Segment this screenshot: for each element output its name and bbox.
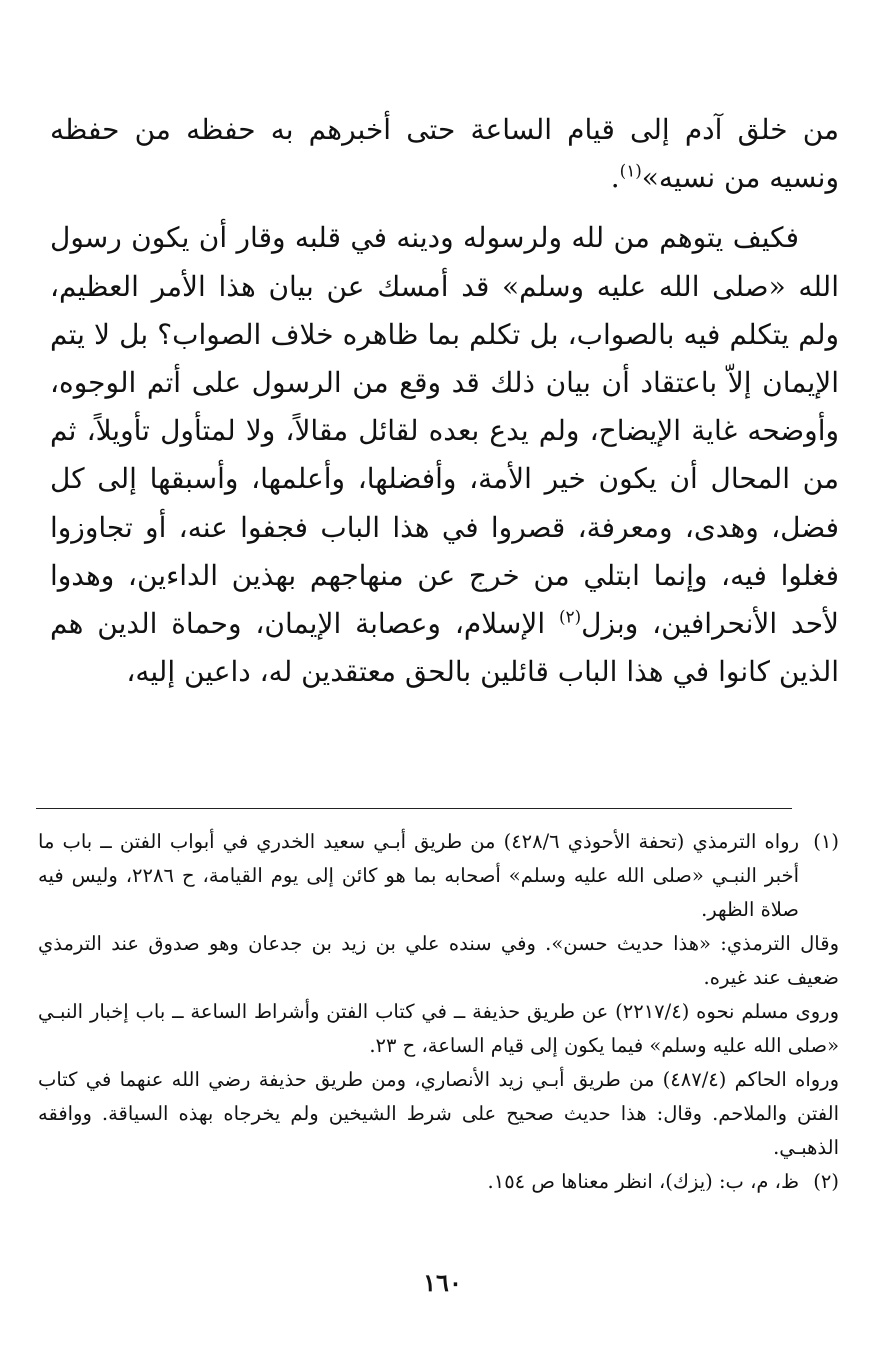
footnote-1-part-d: ورواه الحاكم (٤٨٧/٤) من طريق أبـي زيد الأنصاري، ومن طريق حذيفة رضي الله عنهما في كتاب الفتن والملاحم. وقال: هذا حديث صحيح على شرط الشيخين ولم يخرجاه بهذه السياقة. ووافقه الذهبـي. bbox=[38, 1068, 839, 1159]
paragraph-2-text-b: الإسلام، وعصابة الإيمان، وحماة الدين هم الذين كانوا في هذا الباب قائلين بالحق معتقدين له، داعين إليه، bbox=[50, 607, 839, 689]
footnote-2-number: (٢) bbox=[813, 1170, 839, 1193]
paragraph-1-text: من خلق آدم إلى قيام الساعة حتى أخبرهم به حفظه من حفظه ونسيه من نسيه» bbox=[50, 113, 839, 195]
paragraph-1-end: . bbox=[610, 161, 620, 195]
footnote-1 bbox=[38, 825, 839, 927]
footnote-1-part-c: وروى مسلم نحوه (٢٢١٧/٤) عن طريق حذيفة ــ في كتاب الفتن وأشراط الساعة ــ باب إخبار النبـي «صلى الله عليه وسلم» فيما يكون إلى قيام الساعة، ح ٢٣. bbox=[38, 1000, 839, 1057]
paragraph-2 bbox=[50, 214, 839, 696]
footnote-1-part-a: رواه الترمذي (تحفة الأحوذي ٤٢٨/٦) من طريق أبـي سعيد الخدري في أبواب الفتن ــ باب ما أخبر النبـي «صلى الله عليه وسلم» أصحابه بما هو كائن إلى يوم القيامة، ح ٢٢٨٦، وليس فيه صلاة الظهر. bbox=[38, 830, 799, 921]
footnote-1-number: (١) bbox=[813, 830, 839, 853]
page-number: ١٦٠ bbox=[423, 1268, 462, 1297]
footnote-divider bbox=[36, 808, 792, 809]
main-text-body bbox=[50, 106, 839, 696]
footnote-ref-1[interactable]: (١) bbox=[619, 160, 642, 181]
paragraph-2-text-a: فكيف يتوهم من لله ولرسوله ودينه في قلبه وقار أن يكون رسول الله «صلى الله عليه وسلم» قد أمسك عن بيان هذا الأمر العظيم، ولم يتكلم فيه بالصواب، بل تكلم بما ظاهره خلاف الصواب؟ بل لا يتم الإيمان إلاّ باعتقاد أن بيان ذلك قد وقع من الرسول على أتم الوجوه، وأوضحه غاية الإيضاح، ولم يدع بعده لقائل مقالاً، ولا لمتأول تأويلاً، ثم من المحال أن يكون خير الأمة، وأفضلها، وأعلمها، وأسبقها إلى كل فضل، وهدى، ومعرفة، قصروا في هذا الباب فجفوا عنه، أو تجاوزوا فغلوا فيه، وإنما ابتلي من خرج عن منهاجهم بهذين الداءين، وهدوا لأحد الأنحرافين، وبزل bbox=[50, 221, 839, 641]
footnote-2-text: ظ، م، ب: (يزك)، انظر معناها ص ١٥٤. bbox=[487, 1170, 799, 1193]
footnote-2 bbox=[38, 1165, 839, 1199]
paragraph-1 bbox=[50, 106, 839, 202]
footnote-1-part-b: وقال الترمذي: «هذا حديث حسن». وفي سنده علي بن زيد بن جدعان وهو صدوق عند الترمذي ضعيف عند غيره. bbox=[38, 932, 839, 989]
footnotes-section bbox=[38, 825, 839, 1199]
footnote-ref-2[interactable]: (٢) bbox=[558, 606, 582, 627]
